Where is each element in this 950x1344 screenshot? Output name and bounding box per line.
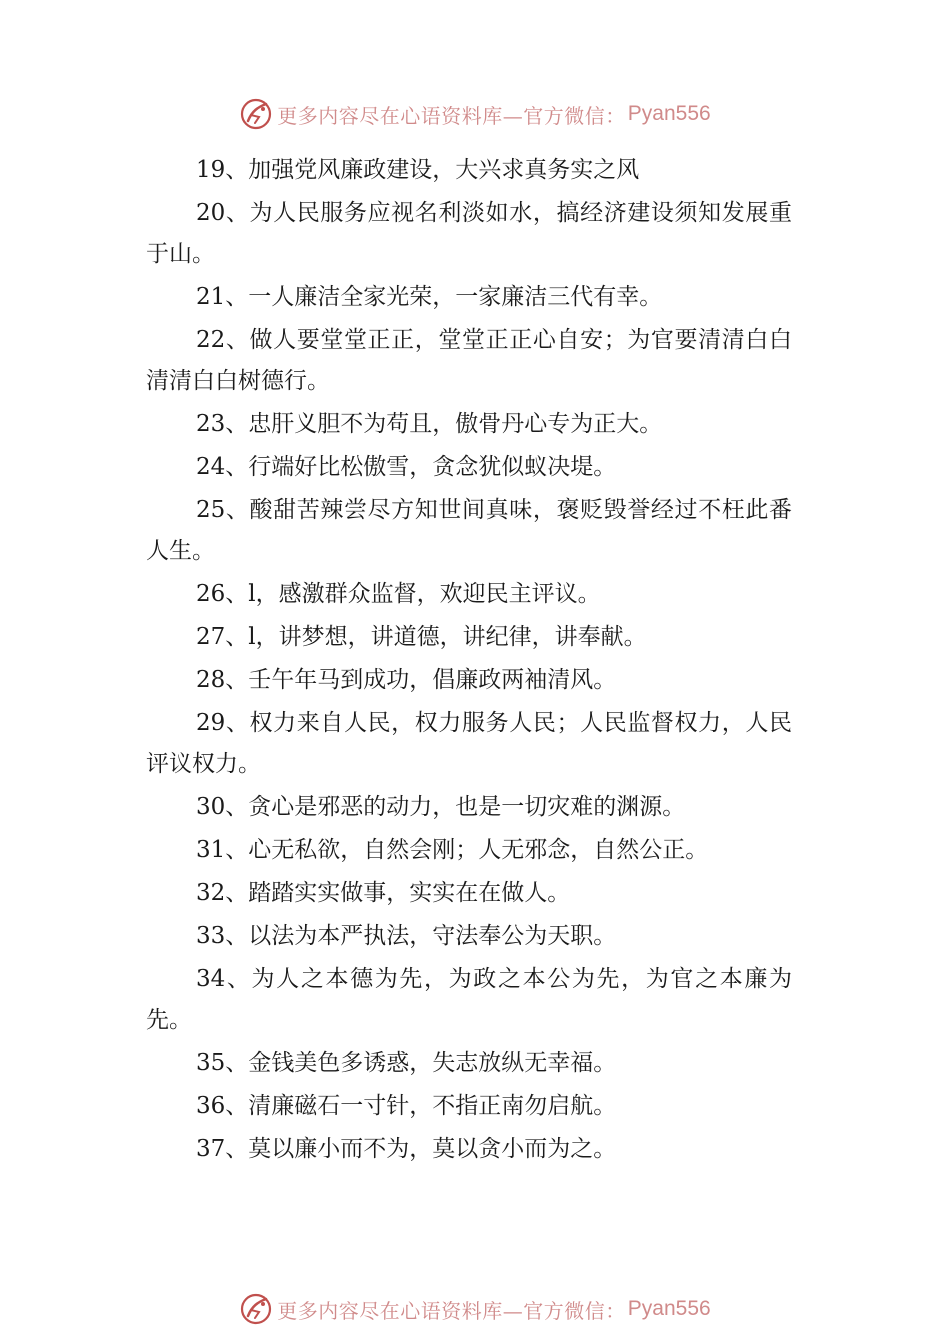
paragraph-21: 21、一人廉洁全家光荣，一家廉洁三代有幸。 [196,284,663,310]
paragraph-23: 23、忠肝义胆不为苟且，傲骨丹心专为正大。 [196,411,663,437]
paragraph-26: 26、l，感激群众监督，欢迎民主评议。 [196,581,601,607]
header-watermark [0,94,950,134]
paragraph-19: 19、加强党风廉政建设，大兴求真务实之风 [196,157,640,183]
paragraph-32: 32、踏踏实实做事，实实在在做人。 [196,880,571,906]
paragraph-25: 25、酸甜苦辣尝尽方知世间真味，褒贬毁誉经过不枉此番人生。 [146,497,792,564]
watermark-wechat-id: Pyan556 [627,102,711,125]
paragraph-22: 22、做人要堂堂正正，堂堂正正心自安；为官要清清白白清清白白树德行。 [146,327,792,394]
paragraph-37: 37、莫以廉小而不为，莫以贪小而为之。 [196,1136,617,1162]
watermark-text: 更多内容尽在心语资料库—官方微信： [277,103,626,128]
paragraph-24: 24、行端好比松傲雪，贪念犹似蚁决堤。 [196,454,617,480]
watermark-text: 更多内容尽在心语资料库—官方微信： [277,1298,626,1323]
paragraph-30: 30、贪心是邪恶的动力，也是一切灾难的渊源。 [196,794,686,820]
paragraph-36: 36、清廉磁石一寸针，不指正南勿启航。 [196,1093,617,1119]
seal-logo-icon [239,1292,273,1326]
seal-logo-icon [239,97,273,131]
footer-watermark [0,1289,950,1329]
paragraph-20: 20、为人民服务应视名利淡如水，搞经济建设须知发展重于山。 [146,200,792,267]
paragraph-34: 34、为人之本德为先，为政之本公为先，为官之本廉为先。 [146,966,792,1033]
paragraph-29: 29、权力来自人民，权力服务人民；人民监督权力，人民评议权力。 [146,710,792,777]
paragraph-35: 35、金钱美色多诱惑，失志放纵无幸福。 [196,1050,617,1076]
paragraph-27: 27、l，讲梦想，讲道德，讲纪律，讲奉献。 [196,624,647,650]
paragraph-28: 28、壬午年马到成功，倡廉政两袖清风。 [196,667,617,693]
paragraph-31: 31、心无私欲，自然会刚；人无邪念，自然公正。 [196,837,709,863]
paragraph-33: 33、以法为本严执法，守法奉公为天职。 [196,923,617,949]
watermark-wechat-id: Pyan556 [627,1297,711,1320]
document-body [146,150,792,1172]
